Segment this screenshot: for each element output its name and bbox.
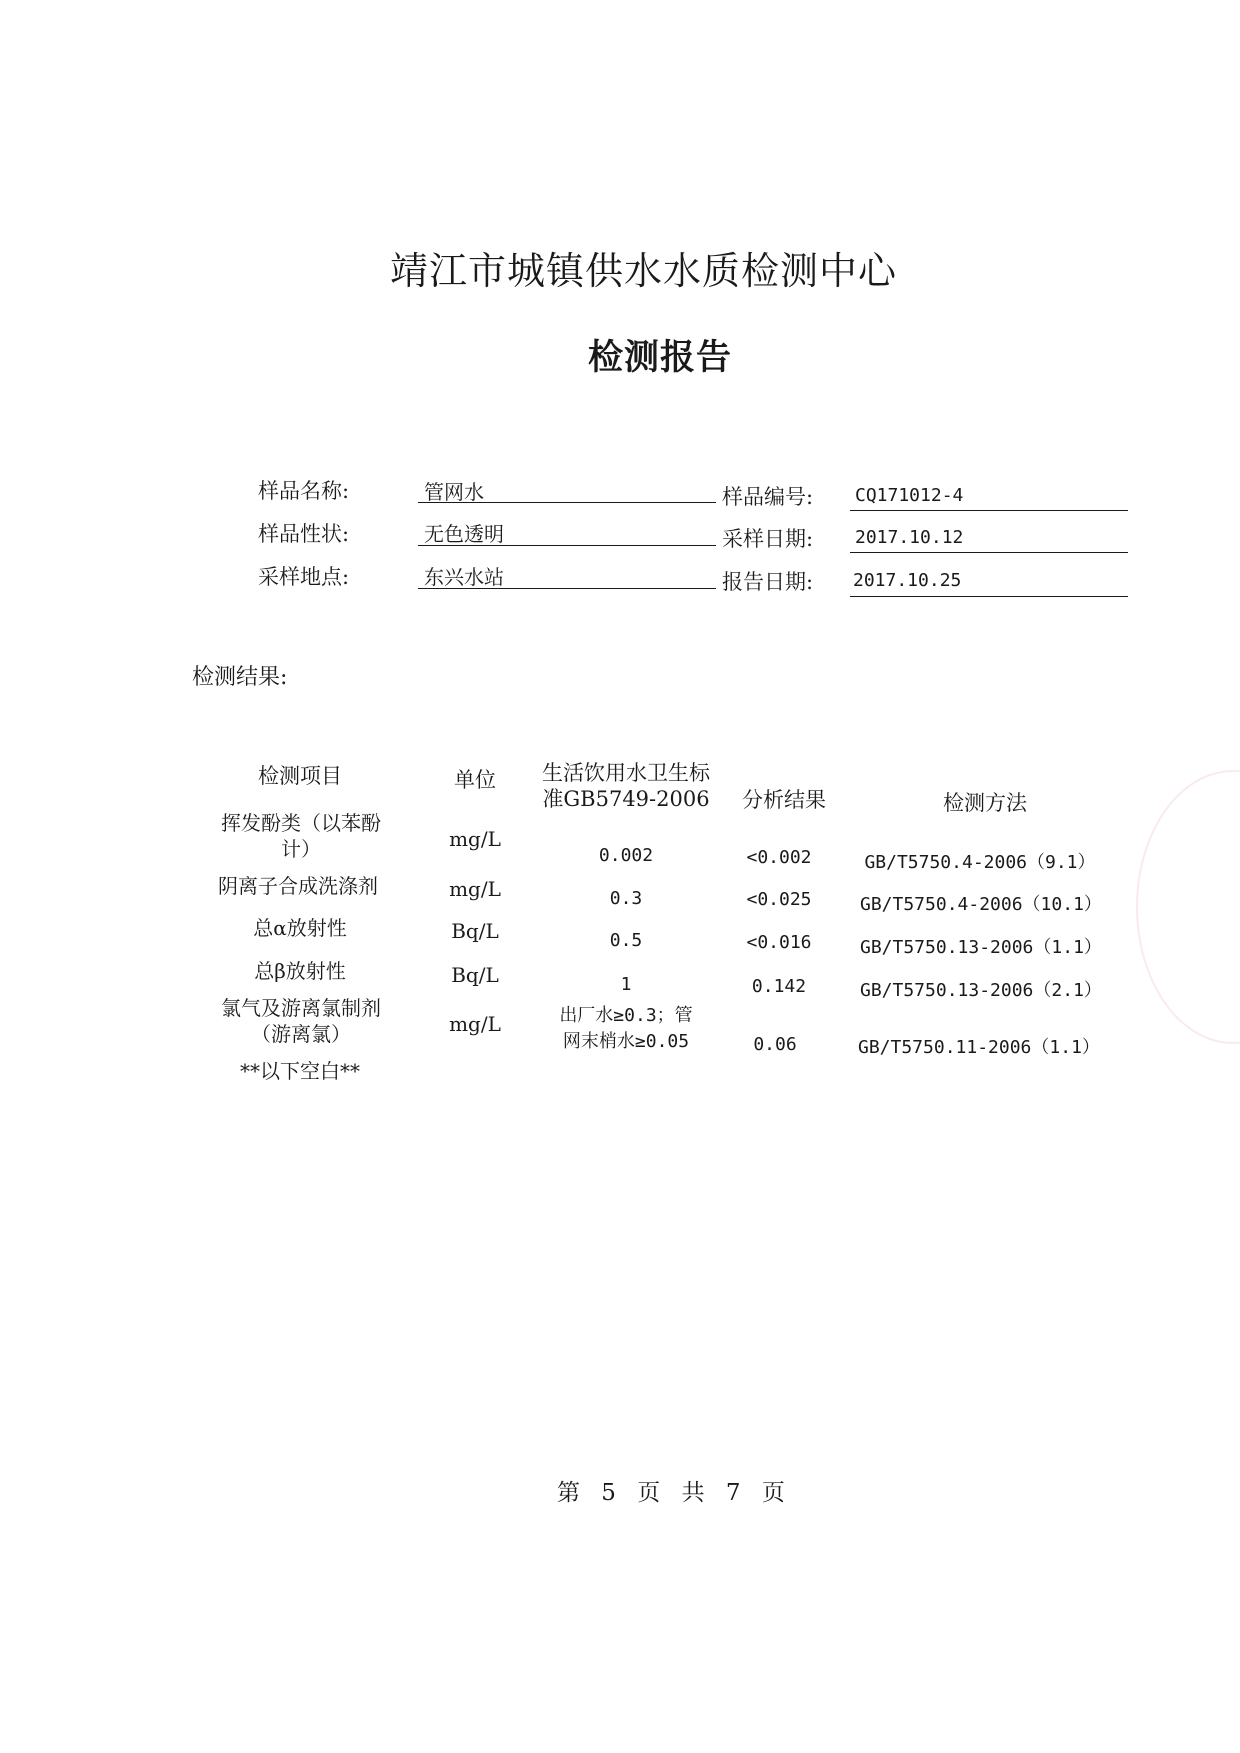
row-1-unit: mg/L (449, 827, 501, 851)
sample-number-underline (850, 510, 1128, 511)
row-2-method: GB/T5750.4-2006（10.1） (860, 894, 1102, 915)
report-title: 检测报告 (588, 337, 733, 378)
header-standard-line1: 生活饮用水卫生标 (542, 761, 710, 785)
table-row-1-item (190, 810, 412, 862)
table-row-5-item (186, 995, 416, 1047)
row-3-method: GB/T5750.13-2006（1.1） (860, 937, 1102, 958)
sample-name-label: 样品名称: (258, 479, 350, 503)
row-1-standard: 0.002 (598, 845, 654, 866)
header-standard-line2: 准GB5749-2006 (542, 787, 710, 811)
sample-state-underline (418, 545, 716, 546)
sampling-location-value: 东兴水站 (424, 565, 504, 589)
row-2-result: <0.025 (746, 889, 812, 910)
row-4-result: 0.142 (751, 976, 807, 997)
sample-state-label: 样品性状: (258, 522, 350, 546)
row-4-item: 总β放射性 (254, 959, 346, 983)
row-4-unit: Bq/L (451, 963, 499, 987)
row-2-unit: mg/L (449, 877, 501, 901)
sample-name-value: 管网水 (424, 480, 484, 504)
sample-number-value: CQ171012-4 (855, 485, 964, 506)
results-section-label: 检测结果: (192, 665, 288, 690)
page-number: 第 5 页 共 7 页 (557, 1480, 785, 1506)
report-date-label: 报告日期: (722, 570, 814, 594)
report-date-value: 2017.10.25 (853, 570, 962, 591)
sampling-date-label: 采样日期: (722, 527, 814, 551)
header-item: 检测项目 (258, 764, 342, 788)
header-standard (520, 760, 732, 812)
report-date-underline (850, 596, 1128, 597)
row-1-result: <0.002 (746, 847, 812, 868)
header-result: 分析结果 (742, 788, 826, 812)
partial-seal-stamp (1136, 770, 1240, 1044)
row-5-item-line1: 氯气及游离氯制剂 (221, 996, 381, 1020)
row-3-result: <0.016 (746, 932, 812, 953)
organization-title: 靖江市城镇供水水质检测中心 (390, 249, 898, 293)
row-5-unit: mg/L (449, 1012, 501, 1036)
sample-state-value: 无色透明 (424, 522, 504, 546)
row-1-item-line1: 挥发酚类（以苯酚 (221, 811, 381, 835)
row-5-method: GB/T5750.11-2006（1.1） (858, 1037, 1100, 1058)
sampling-location-label: 采样地点: (258, 565, 350, 589)
header-unit: 单位 (454, 768, 496, 792)
row-5-standard-line1: 出厂水≥0.3；管 (559, 1005, 693, 1026)
row-1-item-line2: 计） (281, 837, 321, 861)
row-5-result: 0.06 (753, 1034, 797, 1055)
sample-name-underline (418, 502, 716, 503)
row-2-standard: 0.3 (609, 888, 643, 909)
sampling-date-value: 2017.10.12 (855, 527, 964, 548)
row-3-item: 总α放射性 (253, 916, 347, 940)
row-3-unit: Bq/L (451, 919, 499, 943)
sampling-date-underline (850, 552, 1128, 553)
row-4-standard: 1 (620, 974, 632, 995)
row-2-item: 阴离子合成洗涤剂 (218, 874, 378, 898)
row-5-item-line2: （游离氯） (251, 1022, 351, 1046)
table-end-note: **以下空白** (240, 1059, 360, 1083)
row-4-method: GB/T5750.13-2006（2.1） (860, 980, 1102, 1001)
row-1-method: GB/T5750.4-2006（9.1） (864, 852, 1096, 873)
sample-number-label: 样品编号: (722, 485, 814, 509)
row-5-standard (528, 1003, 724, 1055)
row-3-standard: 0.5 (609, 930, 643, 951)
row-5-standard-line2: 网末梢水≥0.05 (562, 1031, 690, 1052)
header-method: 检测方法 (943, 791, 1027, 815)
sampling-location-underline (418, 588, 716, 589)
